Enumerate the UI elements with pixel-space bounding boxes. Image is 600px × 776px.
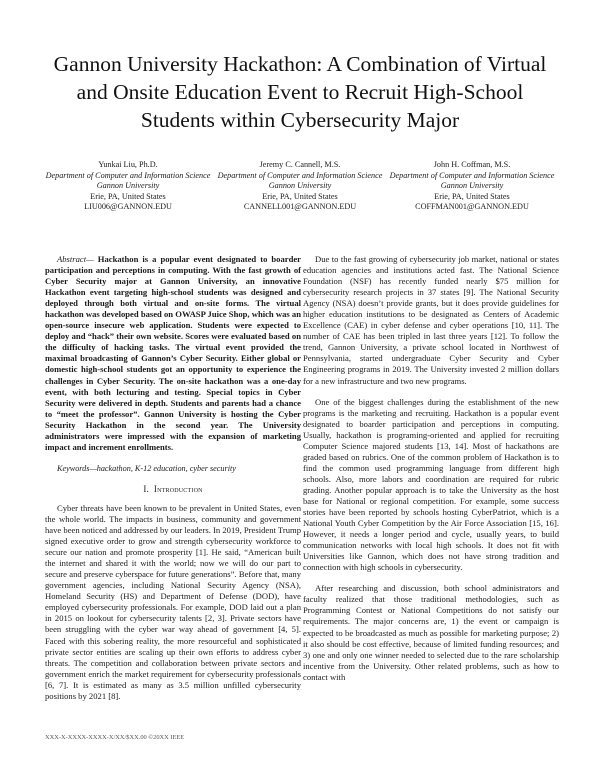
author-department: Department of Computer and Information Science [217, 170, 383, 180]
abstract [45, 254, 301, 453]
keywords: Keywords—hackathon, K-12 education, cyber security [57, 463, 236, 473]
author-block [388, 160, 556, 213]
section-number: I. [143, 483, 149, 494]
abstract-text: Hackathon is a popular event designated to boarder participation and perceptions in computing. With the fast growth of Cyber Security major at Gannon University, an innovative Hackathon event targeting high-school students was designed and deployed through both virtual and on-site forms. The virtual hackathon was developed based on OWASP Juice Shop, which was an open-source insecure web application. Students were expected to deploy and “hack” their own website. Scores were evaluated based on the difficulty of hacking tasks. The virtual event provided the maximal broadcasting of Gannon’s Cyber Security. Either global or domestic high-school students got an opportunity to experience the challenges in Cyber Security. The on-site hackathon was a one-day event, with both lecturing and testing. Special topics in Cyber Security were delivered in depth. Students and parents had a chance to “meet the professor”. Gannon University is hosting the Cyber Security Hackathon in the second year. The University administrators were impressed with the expansion of marketing impact and increment enrollments. [45, 254, 301, 452]
body-paragraph: After researching and discussion, both school administrators and faculty realized that those traditional methodologies, such as Programming Contest or National Competitions do not satisfy our requirements. The major concerns are, 1) the event or campaign is expected to be broadcasted as much as possible for marketing purpose; 2) it also should be cost effective, because of limited funding resources; and 3) one and only one winner needed to selected due to the rare scholarship incentive from the University. Other related problems, such as how to contact with [303, 583, 559, 682]
body-paragraph: Cyber threats have been known to be prevalent in United States, even the whole world. The impacts in business, community and government have been noticed and addressed by our leaders. In 2019, President Trump signed executive order to grow and strength cybersecurity workforce to secure our nation and promote prosperity [1]. He said, “American built the internet and shared it with the world; now we will do our part to secure and preserve cyberspace for future generations”. Before that, many government agencies, including National Security Agency (NSA), Homeland Security (HS) and Department of Defense (DOD), have employed cybersecurity professionals. For example, DOD laid out a plan in 2015 on lookout for cybersecurity talents [2, 3]. Private sectors have been struggling with the cyber war way ahead of government [4, 5]. Faced with this sobering reality, the more resourceful and sophisticated private sector entities are scaling up their own efforts to address cyber threats. The competition and collaboration between private sectors and government enrich the market requirement for cybersecurity professionals [6, 7]. It is estimated as many as 3.5 million unfilled cybersecurity positions by 2021 [8]. [45, 502, 301, 701]
author-location: Erie, PA, United States [262, 191, 338, 201]
author-name: Yunkai Liu, Ph.D. [98, 160, 158, 169]
author-block [44, 160, 212, 213]
author-email: COFFMAN001@GANNON.EDU [415, 202, 529, 212]
author-email: CANNELL001@GANNON.EDU [243, 202, 357, 212]
right-column [303, 254, 559, 683]
section-heading-introduction [45, 484, 301, 495]
body-paragraph: One of the biggest challenges during the establishment of the new programs is the marketing and recruiting. Hackathon is a popular event designated to boarder participation and perceptions in computing. Usually, hackathon is programing-oriented and applied for recruiting Computer Science majored students [13, 14]. Most of hackathons are graded based on rubrics. One of the common problem of Hackathon is to find the common used programming language from different high schools. Also, more labors and coordination are required for rubric grading. Another popular approach is to take the University as the host base for National or regional competition. For example, some success stories have been reported by schools hosting CyberPatriot, which is a National Youth Cyber Competition by the Air Force Association [15, 16]. However, it needs a longer period and cycle, usually years, to build communication networks with local high schools. It does not fit with Universities like Gannon, which does not have strong tradition and connection with high schools in cybersecurity. [303, 396, 559, 573]
author-name: Jeremy C. Cannell, M.S. [259, 160, 341, 169]
left-column [45, 254, 301, 702]
author-name: John H. Coffman, M.S. [433, 160, 511, 169]
author-location: Erie, PA, United States [434, 191, 510, 201]
author-list [44, 160, 556, 213]
author-university: Gannon University [96, 181, 160, 191]
author-department: Department of Computer and Information Science [45, 170, 211, 180]
paper-title: Gannon University Hackathon: A Combination of Virtual and Onsite Education Event to Recruit High-School Students within Cybersecurity Major [53, 52, 547, 132]
author-location: Erie, PA, United States [90, 191, 166, 201]
section-title: Introduction [153, 483, 203, 494]
abstract-label: Abstract— [57, 254, 94, 264]
copyright-footer: XXX-X-XXXX-XXXX-X/XX/$XX.00 ©20XX IEEE [45, 734, 185, 741]
author-university: Gannon University [268, 181, 332, 191]
author-email: LIU006@GANNON.EDU [84, 202, 172, 212]
author-department: Department of Computer and Information Science [389, 170, 555, 180]
author-university: Gannon University [440, 181, 504, 191]
author-block [216, 160, 384, 213]
body-paragraph: Due to the fast growing of cybersecurity job market, national or states education agencies and institutions acted fast. The National Science Foundation (NSF) has recently funded nearly $75 million for cybersecurity research projects in 37 states [9]. The National Security Agency (NSA) doesn’t provide grants, but it does provide guidelines for higher education institutions to be designated as Centers of Academic Excellence (CAE) in cyber defense and cyber operations [10, 11]. The number of CAE has been tripled in last three years [12]. To follow the trend, Gannon University, a private school located in Northwest of Pennsylvania, started undergraduate Cyber Security and Cyber Engineering programs in 2019. The University invested 2 million dollars for a new infrastructure and two new programs. [303, 254, 559, 386]
